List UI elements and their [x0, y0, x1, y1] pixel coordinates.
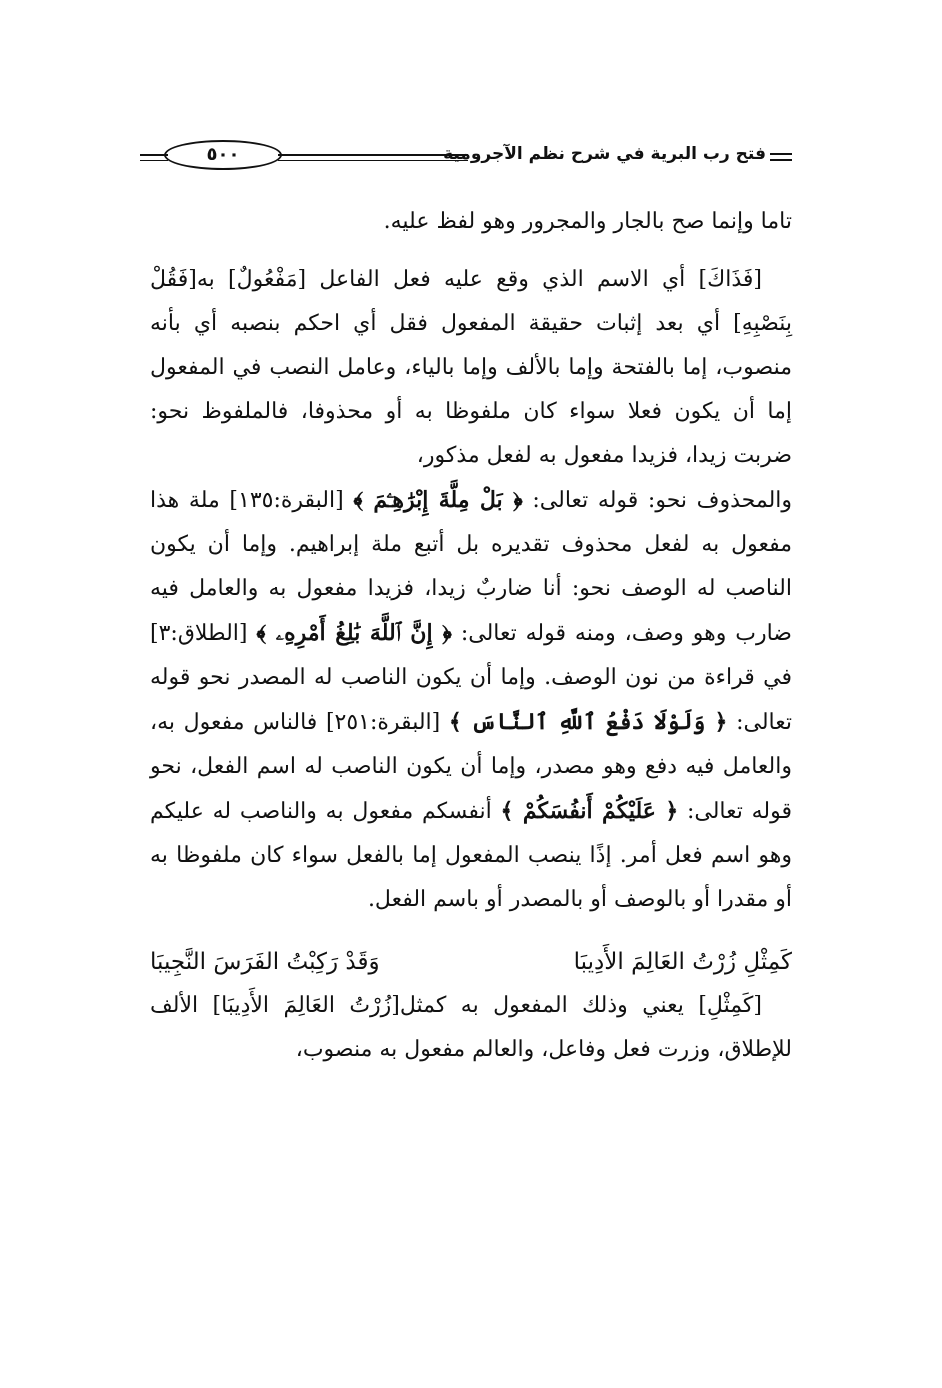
- paragraph-3-text-2: [البقرة:١٣٥] ملة هذا مفعول به لفعل محذوف تقديره بل أتبع ملة إبراهيم. وإما أن يكون الناصب له الوصف نحو: أنا ضاربٌ زيدا، فزيدا مفعول به والعامل فيه ضارب وهو وصف، ومنه قوله تعالى:: [150, 488, 792, 646]
- paragraph-3-text-3: [الطلاق:٣] في قراءة من نون الوصف. وإما أن يكون الناصب له المصدر نحو قوله تعالى:: [150, 621, 792, 735]
- quran-verse-3: ﴿ وَلَوْلَا دَفْعُ ٱللَّهِ ٱلنَّاسَ ﴾: [448, 709, 728, 735]
- header-rule-middle: [278, 154, 468, 161]
- header-rule-right: [770, 153, 792, 161]
- page-body: [150, 200, 792, 1072]
- paragraph-3-text-1: والمحذوف نحو: قوله تعالى:: [522, 488, 793, 513]
- verse-second-hemistich: وَقَدْ رَكِبْتُ الفَرَسَ النَّجِيبَا: [150, 949, 380, 975]
- quran-verse-1: ﴿ بَلْ مِلَّةَ إِبْرَٰهِـۧمَ ﴾: [353, 487, 523, 513]
- header-rule-left: [140, 154, 168, 161]
- verse-first-hemistich: كَمِثْلِ زُرْتُ العَالِمَ الأَدِيبَا: [573, 949, 792, 975]
- book-title: فتح رب البرية في شرح نظم الآجرومية: [443, 144, 766, 164]
- paragraph-3-text-5: أنفسكم مفعول به والناصب له عليكم وهو اسم فعل أمر. إذًا ينصب المفعول إما بالفعل سواء كان ملفوظا به أو مقدرا أو بالوصف أو بالمصدر أو باسم الفعل.: [150, 799, 792, 912]
- poem-verse: [150, 940, 792, 984]
- quran-verse-2: ﴿ إِنَّ ٱللَّهَ بَٰلِغُ أَمْرِهِۦ ﴾: [256, 620, 452, 646]
- paragraph-3: [150, 478, 792, 922]
- page-header: [140, 138, 792, 178]
- quran-verse-4: ﴿ عَلَيْكُمْ أَنفُسَكُمْ ﴾: [500, 798, 679, 824]
- paragraph-1: تاما وإنما صح بالجار والمجرور وهو لفظ عليه.: [383, 209, 792, 234]
- paragraph-3-text-4: [البقرة:٢٥١] فالناس مفعول به، والعامل فيه دفع وهو مصدر، وإما أن يكون الناصب له اسم الفعل، نحو قوله تعالى:: [150, 710, 793, 824]
- paragraph-final: [كَمِثْلِ] يعني وذلك المفعول به كمثل[زُرْتُ العَالِمَ الأَدِيبَا] الألف للإطلاق، وزرت فعل وفاعل، والعالم مفعول به منصوب،: [150, 993, 792, 1062]
- page-number: ٥٠٠: [164, 140, 282, 170]
- paragraph-2: [فَذَاكَ] أي الاسم الذي وقع عليه فعل الفاعل [مَفْعُولٌ] به[فَقُلْ بِنَصْبِهِ] أي بعد إثبات حقيقة المفعول فقل أي احكم بنصبه أي بأنه منصوب، إما بالفتحة وإما بالألف وإما بالياء، وعامل النصب في المفعول إما أن يكون فعلا سواء كان ملفوظا به أو محذوفا، فالملفوظ نحو: ضربت زيدا، فزيدا مفعول به لفعل مذكور،: [150, 267, 793, 468]
